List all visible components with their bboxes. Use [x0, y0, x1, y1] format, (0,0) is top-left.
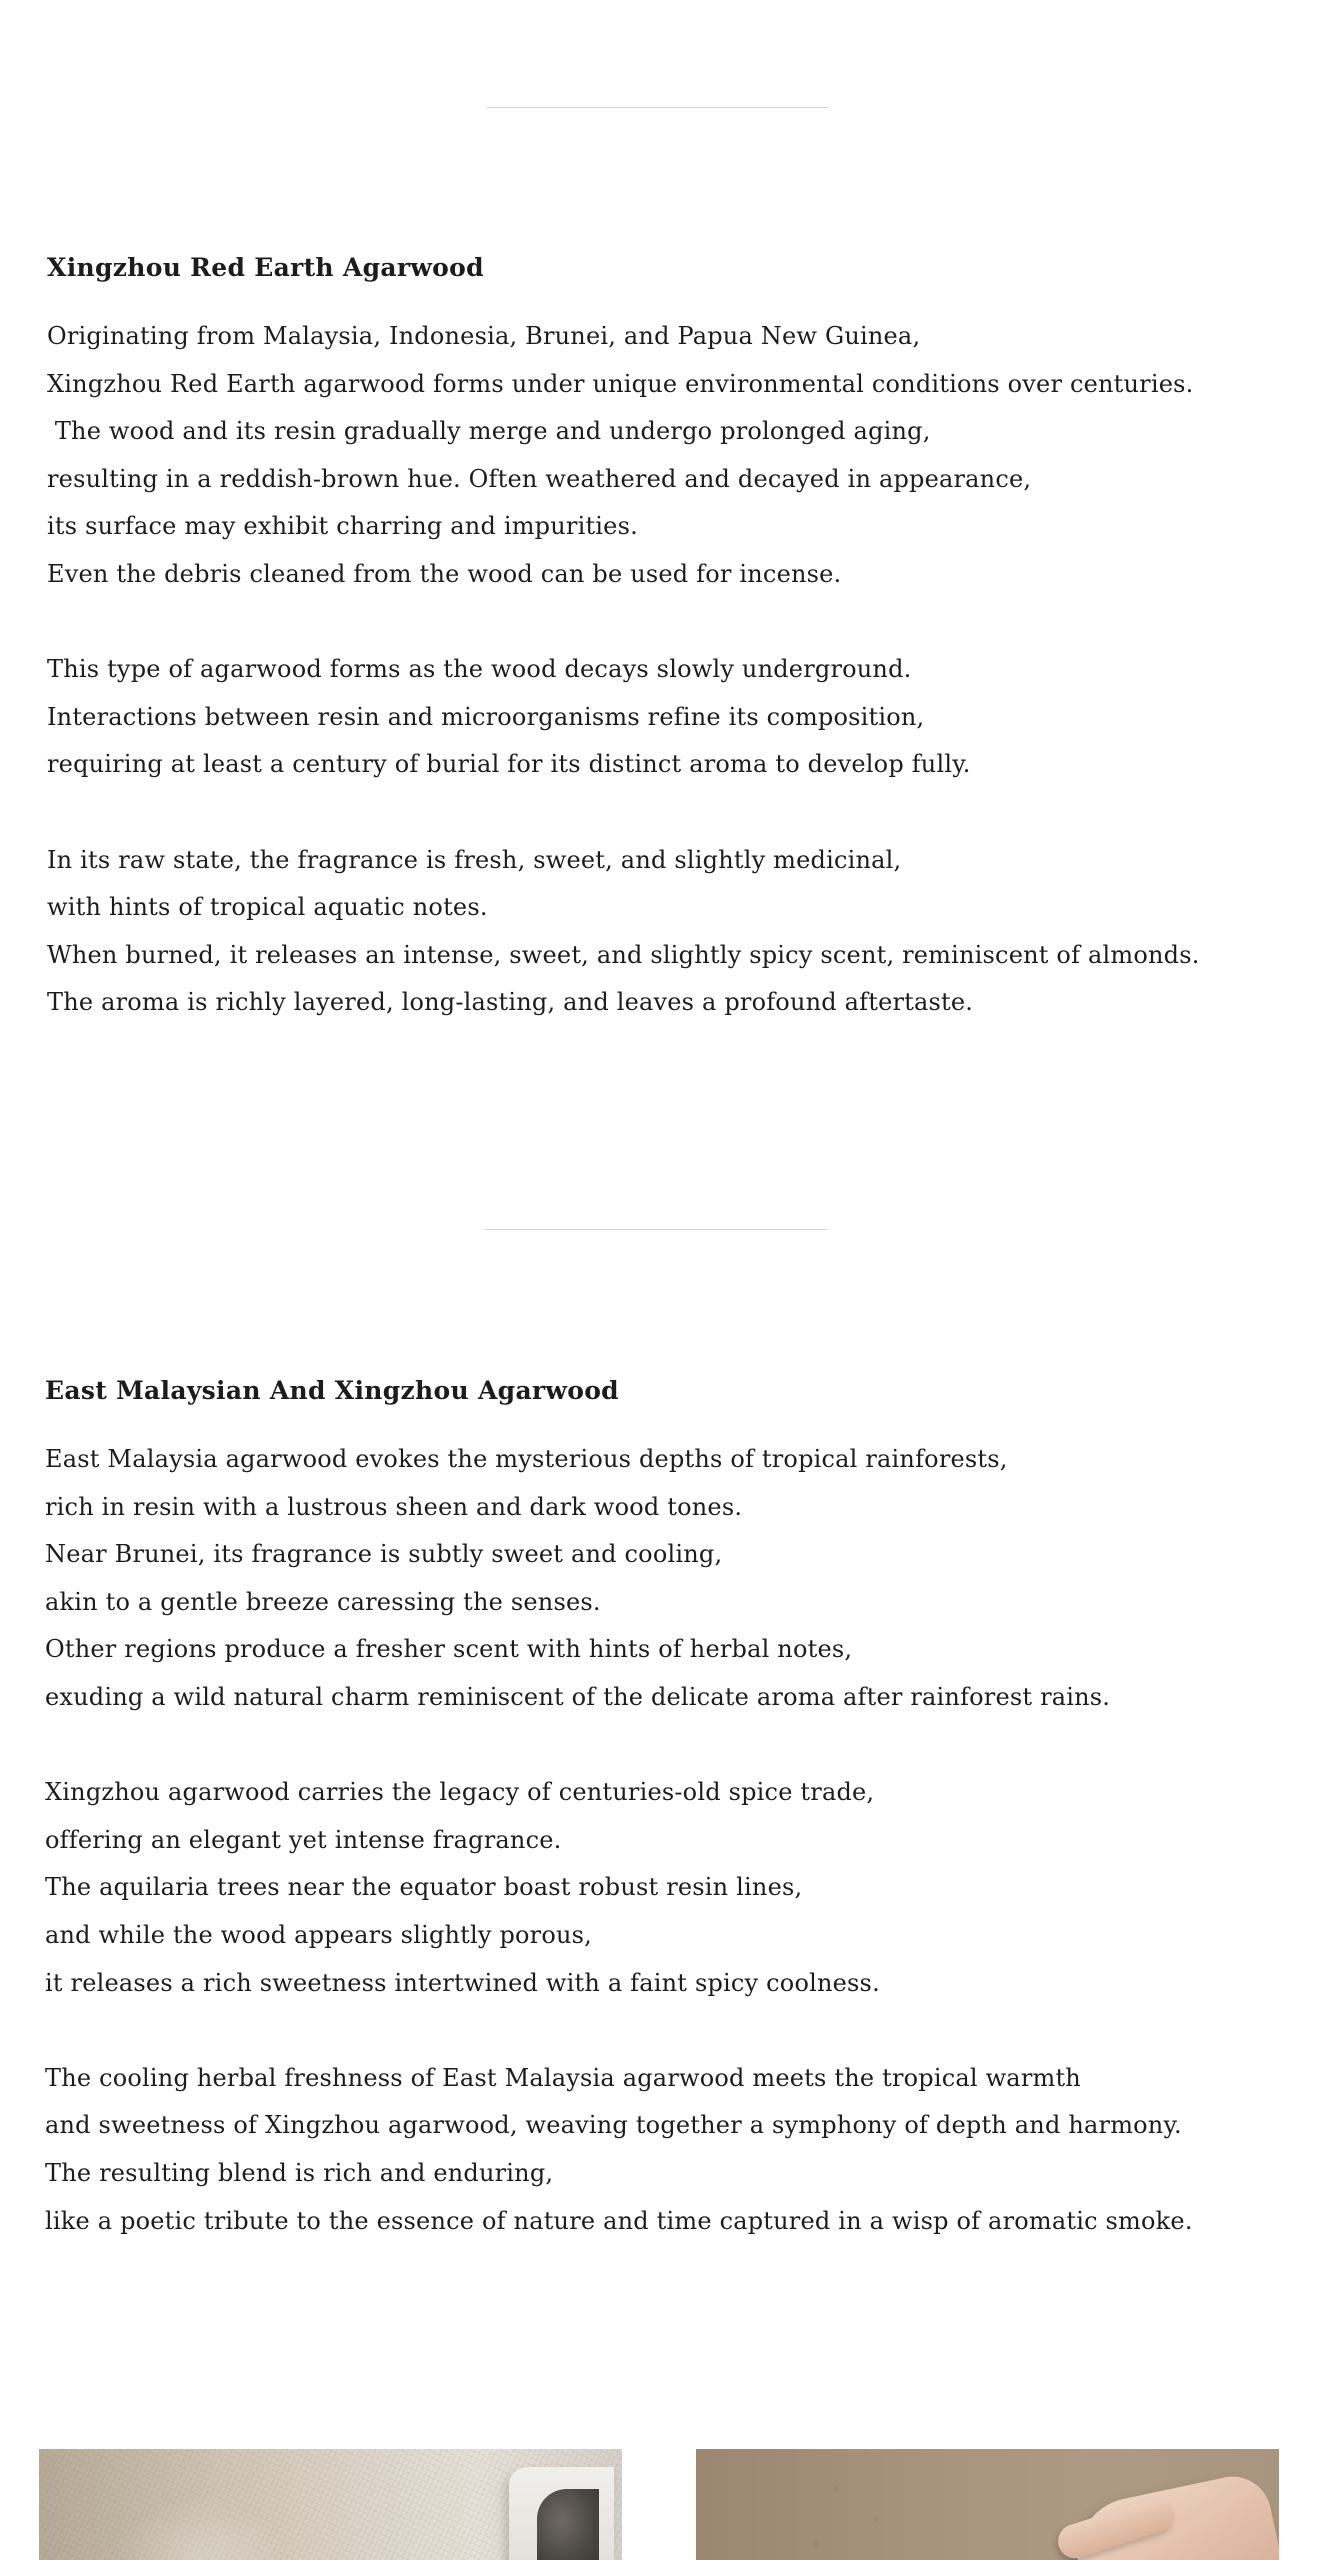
body-line: East Malaysia agarwood evokes the mysterious depths of tropical rainforests, [45, 1445, 1008, 1473]
section-title-red-earth: Xingzhou Red Earth Agarwood [47, 253, 484, 282]
section-body-red-earth [47, 313, 1247, 1027]
body-line: In its raw state, the fragrance is fresh, sweet, and slightly medicinal, [47, 845, 902, 874]
body-line: Even the debris cleaned from the wood can be used for incense. [47, 559, 842, 588]
body-line: akin to a gentle breeze caressing the senses. [45, 1587, 601, 1616]
body-line: Xingzhou Red Earth agarwood forms under unique environmental conditions over centuries. [47, 369, 1194, 398]
body-line: The resulting blend is rich and enduring, [45, 2158, 554, 2187]
ceramic-cup-shape [509, 2467, 614, 2560]
body-line: The aquilaria trees near the equator boast robust resin lines, [45, 1873, 803, 1902]
section-divider-middle [485, 1229, 827, 1230]
body-line: Near Brunei, its fragrance is subtly sweet and cooling, [45, 1540, 723, 1569]
body-line: rich in resin with a lustrous sheen and dark wood tones. [45, 1492, 743, 1521]
body-line: and sweetness of Xingzhou agarwood, weaving together a symphony of depth and harmony. [45, 2111, 1182, 2140]
body-line: Other regions produce a fresher scent with hints of herbal notes, [45, 1635, 853, 1664]
section-body-east-malaysian [45, 1436, 1245, 2245]
section-title-east-malaysian: East Malaysian And Xingzhou Agarwood [45, 1376, 619, 1405]
body-line: requiring at least a century of burial for its distinct aroma to develop fully. [47, 750, 971, 779]
body-line: The cooling herbal freshness of East Malaysia agarwood meets the tropical warmth [45, 2063, 1081, 2092]
hand-holding-agarwood-image [696, 2449, 1279, 2560]
body-line: with hints of tropical aquatic notes. [47, 893, 488, 922]
body-line: resulting in a reddish-brown hue. Often weathered and decayed in appearance, [47, 464, 1032, 493]
body-line: it releases a rich sweetness intertwined with a faint spicy coolness. [45, 1968, 880, 1997]
body-line: The aroma is richly layered, long-lasting, and leaves a profound aftertaste. [47, 988, 974, 1017]
section-divider-top [487, 107, 829, 108]
agarwood-on-linen-with-ceramic-cup-image [39, 2449, 622, 2560]
east-malaysian-xingzhou-section [45, 1373, 1245, 2245]
body-line: This type of agarwood forms as the wood decays slowly underground. [47, 655, 912, 684]
red-earth-agarwood-section [47, 250, 1247, 1027]
body-line: offering an elegant yet intense fragrance. [45, 1825, 562, 1854]
body-line: exuding a wild natural charm reminiscent of the delicate aroma after rainforest rains. [45, 1682, 1111, 1711]
body-line: like a poetic tribute to the essence of nature and time captured in a wisp of aromatic smoke. [45, 2206, 1193, 2235]
paragraph-break [47, 599, 1247, 647]
body-line: The wood and its resin gradually merge and undergo prolonged aging, [47, 417, 931, 446]
cup-interior-shape [537, 2489, 599, 2560]
body-line: Interactions between resin and microorganisms refine its composition, [47, 702, 925, 731]
body-line: Xingzhou agarwood carries the legacy of centuries-old spice trade, [45, 1778, 875, 1807]
body-line: its surface may exhibit charring and impurities. [47, 512, 638, 541]
body-line: Originating from Malaysia, Indonesia, Brunei, and Papua New Guinea, [47, 322, 921, 350]
paragraph-break [45, 2007, 1245, 2055]
body-line: and while the wood appears slightly porous, [45, 1920, 593, 1949]
paragraph-break [47, 789, 1247, 837]
body-line: When burned, it releases an intense, sweet, and slightly spicy scent, reminiscent of almonds. [47, 940, 1200, 969]
paragraph-break [45, 1722, 1245, 1770]
